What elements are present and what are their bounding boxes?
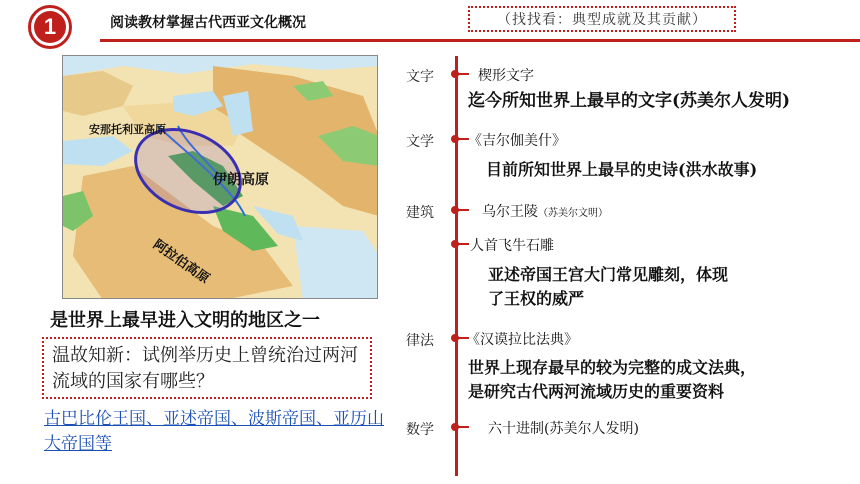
map-label-anatolia: 安那托利亚高原 xyxy=(89,123,166,136)
review-question-box xyxy=(42,337,372,399)
timeline-tick xyxy=(455,243,469,245)
desc-lamassu-line2: 了王权的威严 xyxy=(488,289,585,308)
item-ur-tombs-label: 乌尔王陵 xyxy=(482,204,538,220)
category-literature: 文学 xyxy=(406,134,434,150)
section-number-badge xyxy=(28,5,72,49)
item-gilgamesh: 《吉尔伽美什》 xyxy=(468,133,566,149)
item-ur-tombs-note: （苏美尔文明） xyxy=(538,208,608,219)
desc-cuneiform: 迄今所知世界上最早的文字(苏美尔人发明) xyxy=(468,91,791,111)
item-cuneiform: 楔形文字 xyxy=(478,68,534,84)
answer-link[interactable]: 古巴比伦王国、亚述帝国、波斯帝国、亚历山大帝国等 xyxy=(44,409,384,454)
timeline-tick xyxy=(455,73,469,75)
hint-box: （找找看：典型成就及其贡献） xyxy=(468,6,736,32)
item-ur-tombs xyxy=(482,201,608,221)
section-title: 阅读教材掌握古代西亚文化概况 xyxy=(110,15,306,31)
header-divider xyxy=(100,39,860,42)
map-label-iran: 伊朗高原 xyxy=(213,172,269,188)
timeline-tick xyxy=(455,426,469,428)
category-architecture: 建筑 xyxy=(406,205,434,221)
map-label-arabia: 阿拉伯高原 xyxy=(150,237,212,287)
desc-gilgamesh: 目前所知世界上最早的史诗(洪水故事) xyxy=(486,160,758,179)
item-sexagesimal: 六十进制(苏美尔人发明) xyxy=(488,421,639,437)
item-lamassu: 人首飞牛石雕 xyxy=(470,238,554,254)
desc-lamassu-line1: 亚述帝国王宫大门常见雕刻，体现 xyxy=(488,265,729,284)
desc-hammurabi-line1: 世界上现存最早的较为完整的成文法典， xyxy=(468,358,757,377)
category-writing: 文字 xyxy=(406,69,434,85)
section-number: 1 xyxy=(34,11,66,43)
category-law: 律法 xyxy=(406,333,434,349)
timeline-tick xyxy=(455,209,469,211)
review-question: 温故知新：试例举历史上曾统治过两河流域的国家有哪些？ xyxy=(52,345,358,392)
desc-hammurabi-line2: 是研究古代两河流域历史的重要资料 xyxy=(468,382,725,401)
timeline-axis xyxy=(455,56,458,476)
item-hammurabi: 《汉谟拉比法典》 xyxy=(466,332,578,348)
timeline-tick xyxy=(455,138,469,140)
category-math: 数学 xyxy=(406,422,434,438)
map-caption: 是世界上最早进入文明的地区之一 xyxy=(50,310,320,331)
west-asia-map xyxy=(62,55,378,299)
